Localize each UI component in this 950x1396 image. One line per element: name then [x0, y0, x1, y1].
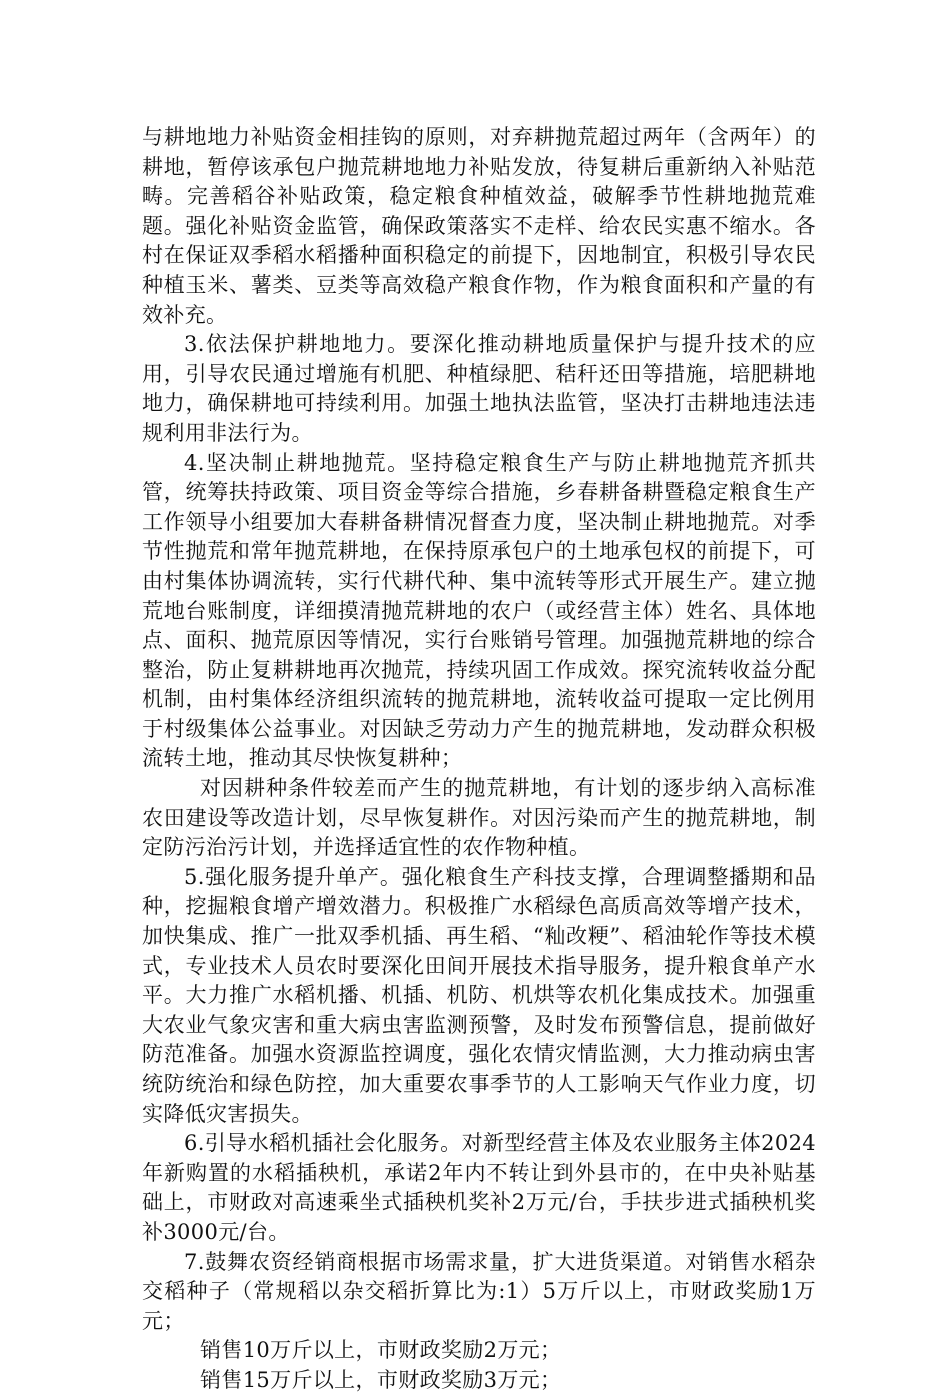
paragraph-item-6-transplanter-service: 6.引导水稻机插社会化服务。对新型经营主体及农业服务主体2024年新购置的水稻插秧机，承诺2年内不转让到外县市的，在中央补贴基础上，市财政对高速乘坐式插秧机奖补2万元/台，手扶步进式插秧机奖补3000元/台。: [142, 1131, 816, 1244]
paragraph-subsidy-continuation: 与耕地地力补贴资金相挂钩的原则，对弃耕抛荒超过两年（含两年）的耕地，暂停该承包户抛荒耕地地力补贴发放，待复耕后重新纳入补贴范畴。完善稻谷补贴政策，稳定粮食种植效益，破解季节性耕地抛荒难题。强化补贴资金监管，确保政策落实不走样、给农民实惠不缩水。各村在保证双季稻水稻播种面积稳定的前提下，因地制宜，积极引导农民种植玉米、薯类、豆类等高效稳产粮食作物，作为粮食面积和产量的有效补充。: [142, 125, 816, 327]
paragraph-poor-conditions-land: 对因耕种条件较差而产生的抛荒耕地，有计划的逐步纳入高标准农田建设等改造计划，尽早恢复耕作。对因污染而产生的抛荒耕地，制定防污治污计划，并选择适宜性的农作物种植。: [142, 776, 816, 860]
paragraph-sales-10: 销售10万斤以上，市财政奖励2万元；: [200, 1338, 562, 1363]
paragraph-sales-15: 销售15万斤以上，市财政奖励3万元；: [200, 1367, 562, 1392]
paragraph-item-7-seed-dealers: 7.鼓舞农资经销商根据市场需求量，扩大进货渠道。对销售水稻杂交稻种子（常规稻以杂交稻折算比为:1）5万斤以上，市财政奖励1万元；: [142, 1249, 816, 1333]
document-page: [142, 123, 816, 1396]
paragraph-item-4-stop-abandonment: 4.坚决制止耕地抛荒。坚持稳定粮食生产与防止耕地抛荒齐抓共管，统筹扶持政策、项目资金等综合措施，乡春耕备耕暨稳定粮食生产工作领导小组要加大春耕备耕情况督查力度，坚决制止耕地抛荒。对季节性抛荒和常年抛荒耕地，在保持原承包户的土地承包权的前提下，可由村集体协调流转，实行代耕代种、集中流转等形式开展生产。建立抛荒地台账制度，详细摸清抛荒耕地的农户（或经营主体）姓名、具体地点、面积、抛荒原因等情况，实行台账销号管理。加强抛荒耕地的综合整治，防止复耕耕地再次抛荒，持续巩固工作成效。探究流转收益分配机制，由村集体经济组织流转的抛荒耕地，流转收益可提取一定比例用于村级集体公益事业。对因缺乏劳动力产生的抛荒耕地，发动群众积极流转土地，推动其尽快恢复耕种；: [142, 450, 816, 771]
paragraph-item-3-protect-soil: 3.依法保护耕地地力。要深化推动耕地质量保护与提升技术的应用，引导农民通过增施有机肥、种植绿肥、秸秆还田等措施，培肥耕地地力，确保耕地可持续利用。加强土地执法监管，坚决打击耕地违法违规利用非法行为。: [142, 332, 816, 445]
paragraph-item-5-service-yield: 5.强化服务提升单产。强化粮食生产科技支撑，合理调整播期和品种，挖掘粮食增产增效潜力。积极推广水稻绿色高质高效等增产技术，加快集成、推广一批双季机插、再生稻、“籼改粳”、稻油轮作等技术模式，专业技术人员农时要深化田间开展技术指导服务，提升粮食单产水平。大力推广水稻机播、机插、机防、机烘等农机化集成技术。加强重大农业气象灾害和重大病虫害监测预警，及时发布预警信息，提前做好防范准备。加强水资源监控调度，强化农情灾情监测，大力推动病虫害统防统治和绿色防控，加大重要农事季节的人工影响天气作业力度，切实降低灾害损失。: [142, 864, 816, 1126]
